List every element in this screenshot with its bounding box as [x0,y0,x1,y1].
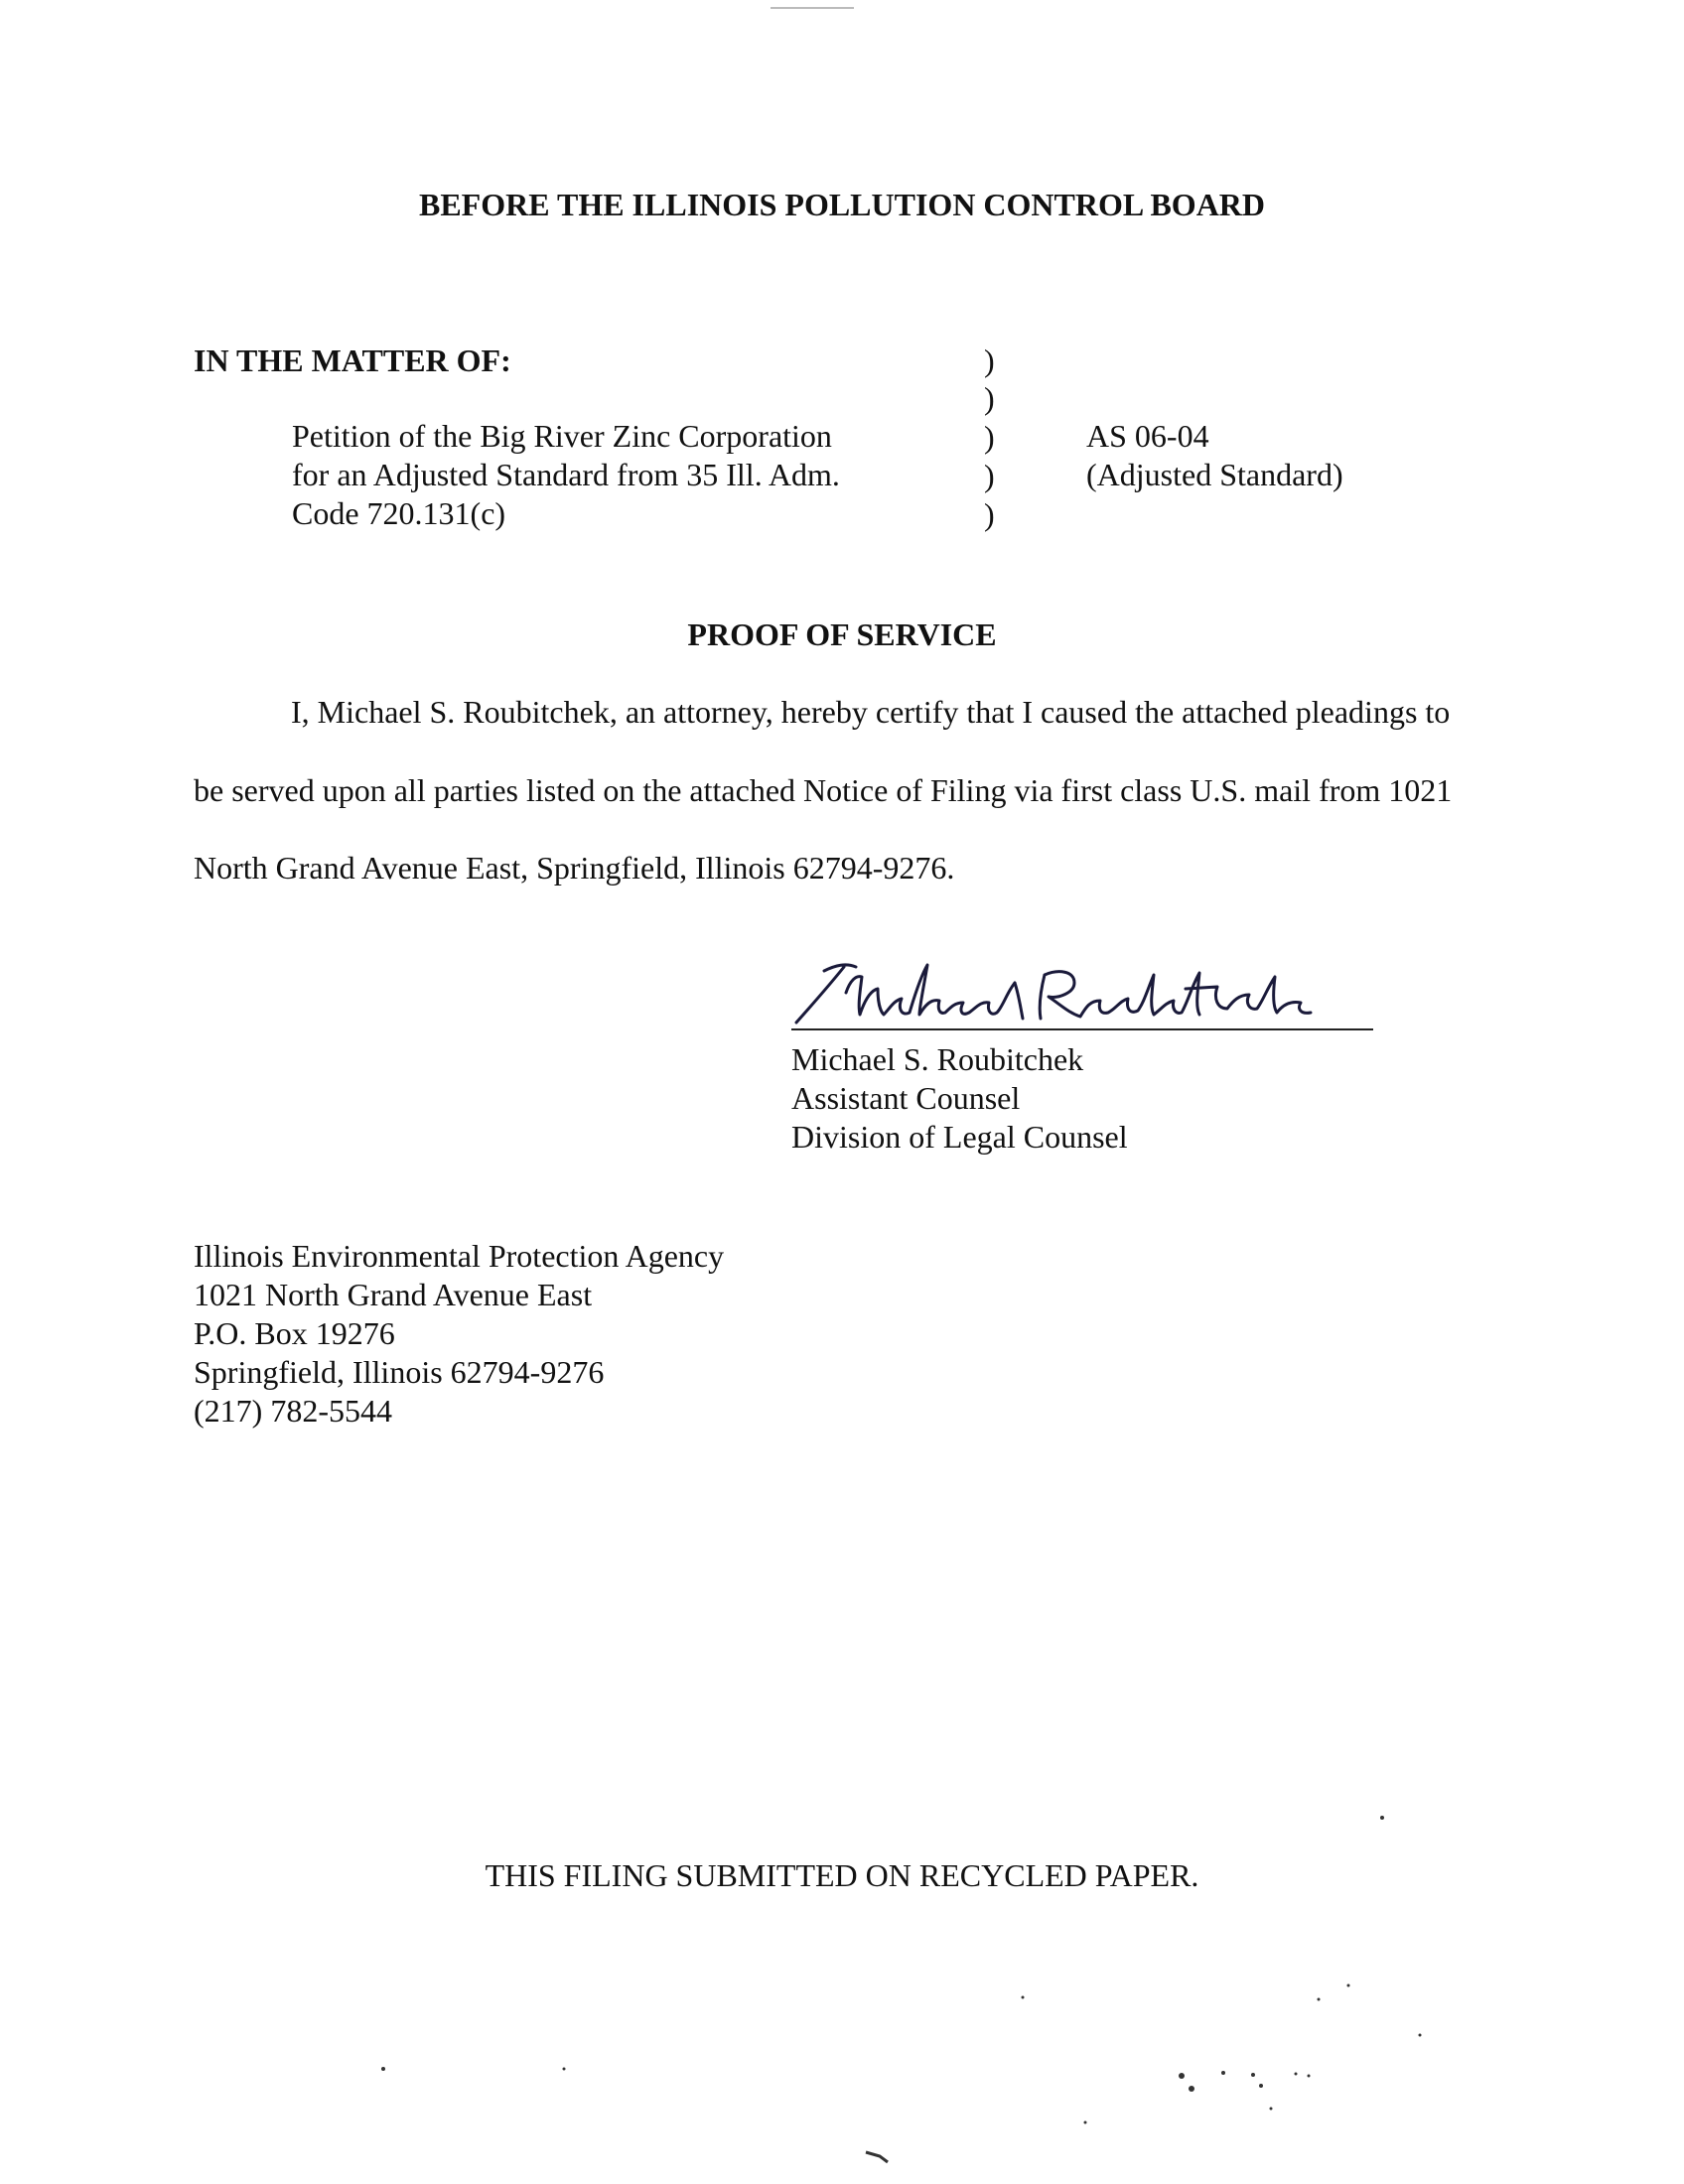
petition-line: Code 720.131(c) [292,495,506,531]
case-type: (Adjusted Standard) [1086,457,1343,492]
caption-parenthesis: ) [984,496,995,532]
signer-title: Assistant Counsel [791,1080,1021,1116]
case-number: AS 06-04 [1086,418,1209,454]
certification-line: I, Michael S. Roubitchek, an attorney, hereby certify that I caused the attached pleadings to [291,694,1451,730]
caption-parenthesis: ) [984,458,995,493]
agency-street: 1021 North Grand Avenue East [194,1277,593,1312]
certification-line: North Grand Avenue East, Springfield, Illinois 62794-9276. [194,850,955,886]
recycled-paper-notice: THIS FILING SUBMITTED ON RECYCLED PAPER. [485,1857,1199,1893]
caption-parenthesis: ) [984,380,995,416]
signature-line [791,1028,1373,1030]
agency-city: Springfield, Illinois 62794-9276 [194,1354,605,1390]
agency-po-box: P.O. Box 19276 [194,1315,395,1351]
caption-parenthesis: ) [984,419,995,455]
petition-line: for an Adjusted Standard from 35 Ill. Adm. [292,457,840,492]
agency-name: Illinois Environmental Protection Agency [194,1238,725,1274]
caption-parenthesis: ) [984,342,995,378]
certification-line: be served upon all parties listed on the attached Notice of Filing via first class U.S. mail from 1021 [194,772,1453,808]
board-heading: BEFORE THE ILLINOIS POLLUTION CONTROL BOARD [418,187,1266,222]
signer-division: Division of Legal Counsel [791,1119,1128,1155]
proof-of-service-heading: PROOF OF SERVICE [687,616,997,652]
petition-line: Petition of the Big River Zinc Corporation [292,418,832,454]
matter-heading: IN THE MATTER OF: [194,342,511,378]
agency-phone: (217) 782-5544 [194,1393,392,1429]
signer-name: Michael S. Roubitchek [791,1041,1084,1077]
